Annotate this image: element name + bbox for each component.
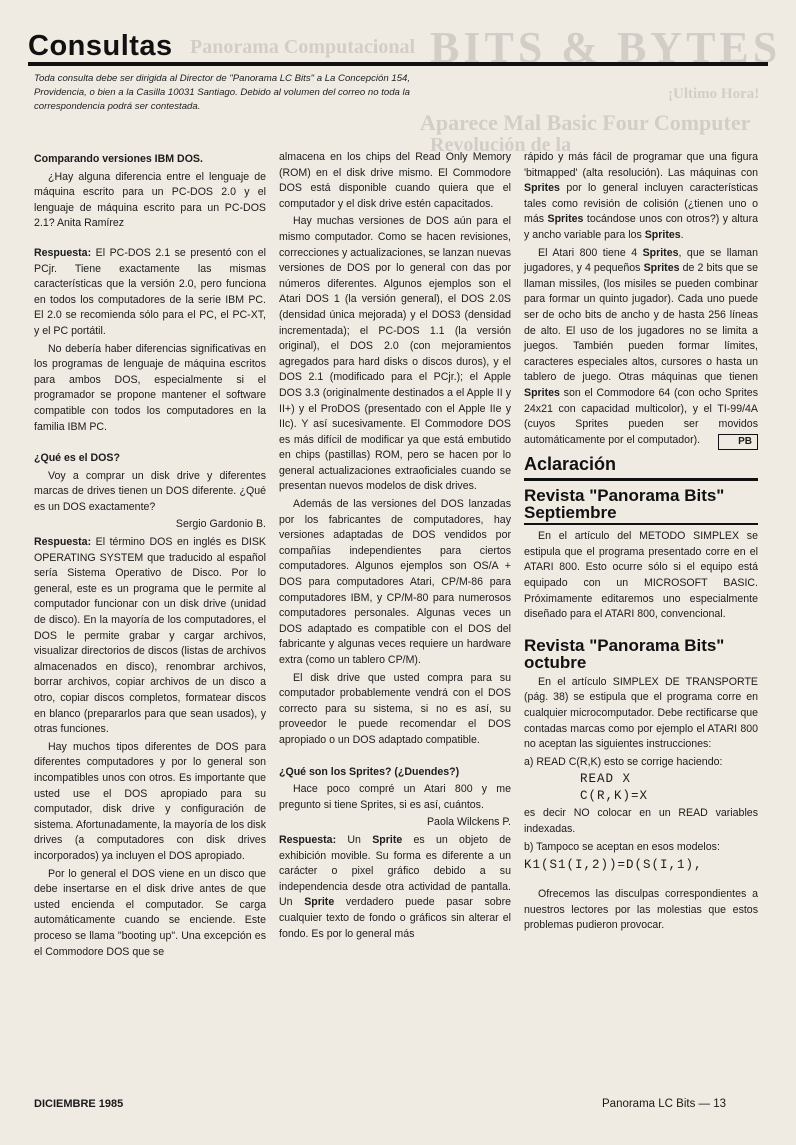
question-text: ¿Hay alguna diferencia entre el lenguaje de máquina escrito para un PC-DOS 2.0 y el lenguaje de máquina escrito para un PC-DOS 2.1? Anita Ramírez bbox=[34, 170, 266, 230]
intro-note: Toda consulta debe ser dirigida al Director de "Panorama LC Bits" a La Concepción 154, Providencia, o bien a la Casilla 10031 Santiago. Debido al volumen del correo no toda la correspondencia podrá ser contestada. bbox=[34, 73, 411, 112]
answer-text: por lo general incluyen características tales como revisión de colisión (¿tienen uno o más bbox=[524, 182, 758, 226]
closing-paragraph: Ofrecemos las disculpas correspondientes a nuestros lectores por las molestias que estos problemas pudieron provocar. bbox=[524, 888, 758, 932]
footer-date: DICIEMBRE 1985 bbox=[34, 1098, 124, 1110]
answer-paragraph: El disk drive que usted compra para su computador probablemente vendrá con el DOS correcto para su sistema, si no es así, su proveedor le puede recomendar el DOS apropiado o un DOS adaptado compatible. bbox=[279, 671, 511, 746]
ghost-text: Revolución de la bbox=[430, 134, 572, 156]
answer-text: son el Commodore 64 (con ocho Sprites 24x21 con capacidad multicolor), y el TI-99/4A (cuyos Sprites pueden ser movidos automáticamente por el computador). bbox=[524, 386, 758, 446]
correction-paragraph: En el artículo del METODO SIMPLEX se estipula que el programa presentado corre en el ATARI 800. Esto ocurre sólo si el equipo está equipado con un MICROSOFT BASIC. Próximamente editaremos uno especialmente diseñado para el ATARI 800, convencional. bbox=[524, 530, 758, 621]
answer-paragraph bbox=[524, 246, 758, 449]
answer-text: El término DOS en inglés es DISK OPERATING SYSTEM que traducido al español sería Sistema Operativo de Disco. Por lo general, este es un programa que le permite al computador funcionar con un disk drive (unidad de disco). En la mayoría de los computadores, el DOS le permite grabar y cargar archivos, visualizar directorios de discos (listas de archivos almacenados en disco), renombrar archivos, borrar archivos, copiar archivos de un disco a otro, copiar discos completos, formatear discos en blanco (prepararlos para que sean usados), y otras funciones. bbox=[34, 536, 266, 736]
answer-text: verdadero puede pasar sobre cualquier texto de fondo o gráficos sin alterar el fondo. Es por lo general más bbox=[279, 896, 511, 940]
term-sprites: Sprites bbox=[524, 182, 560, 195]
answer-text: es un objeto de exhibición movible. Su forma es diferente a un carácter o pixel gráfico debido a su independencia desde otra actividad de pantalla. Un bbox=[279, 833, 511, 909]
term-sprite: Sprite bbox=[304, 896, 335, 909]
answer-paragraph bbox=[34, 535, 266, 738]
answer-text: tocándose unos con otros?) y altura y ancho variable para los bbox=[524, 213, 758, 241]
term-sprites: Sprites bbox=[524, 386, 560, 399]
answer-lead: Respuesta: bbox=[34, 536, 92, 549]
code-line: READ X bbox=[580, 772, 632, 787]
column-1 bbox=[34, 150, 266, 962]
question-signature: Paola Wilckens P. bbox=[426, 816, 511, 829]
term-sprites: Sprites bbox=[547, 213, 584, 226]
question-heading: ¿Qué son los Sprites? (¿Duendes?) bbox=[279, 765, 460, 778]
answer-paragraph: Por lo general el DOS viene en un disco que debe insertarse en el disk drive antes de que usted encienda el computador. Se carga automáticamente cuando se enciende. Este proceso se llama "booting up". Una excepción es el Commodore DOS que se bbox=[34, 867, 266, 958]
code-line: K1(S1(I,2))=D(S(I,1), bbox=[524, 858, 703, 873]
answer-text: Un bbox=[347, 833, 361, 846]
answer-paragraph: Hay muchas versiones de DOS aún para el mismo computador. Como se hacen revisiones, correcciones y actualizaciones, se lanzan nuevas versiones de DOS por lo general con das por números diferentes. Algunos ejemplos son el Atari DOS 1 (la versión general), el DOS 2.0S (densidad única mejorada) y el DOS3 (densidad incrementada); el PC-DOS 1.1 (la versión original), el DOS 2.0 (con mejoramientos agregados para hard disks o discos duros), y el DOS 2.1 (modificado para el PCjr.); el Apple DOS 3.3 (originalmente destinados a el Apple II y II+) y el ProDOS (presentado con el Apple IIe y IIc). Y así sucesivamente. El Commodore DOS es más difícil de modificar ya que está embutido en chips (pastillas) ROM, pero se hacen por lo general actualizaciones extraoficiales cuando se presentan nuevos modelos de disk drives. bbox=[279, 215, 512, 493]
page-title: Consultas bbox=[28, 30, 173, 62]
answer-paragraph: rápido y más fácil de programar que una figura 'bitmapped' (alta resolución). Las máquinas con Sprites por lo general incluyen características tales como revisión de colisión (¿tienen uno o más Sprites tocándose unos con otros?) y altura y ancho variable para los Sprites. bbox=[524, 151, 758, 241]
answer-text: El Atari 800 tiene 4 bbox=[538, 246, 638, 259]
question-text: Hace poco compré un Atari 800 y me pregunto si tiene Sprites, si es así, cuántos. bbox=[279, 783, 511, 811]
term-sprites: Sprites bbox=[644, 228, 681, 241]
author-initials-box: PB bbox=[718, 434, 758, 450]
answer-text: , que se llaman jugadores, y 4 pequeños bbox=[524, 246, 758, 275]
correction-item: a) READ C(R,K) esto se corrige haciendo: bbox=[524, 755, 723, 768]
section-heading-aclaracion: Aclaración bbox=[524, 454, 617, 475]
section-rule bbox=[524, 478, 758, 481]
question-heading: Comparando versiones IBM DOS. bbox=[34, 153, 203, 165]
ghost-text: Aparece Mal Basic Four Computer bbox=[420, 110, 751, 135]
ghost-text: Panorama Computacional bbox=[190, 36, 415, 58]
answer-paragraph: Hay muchos tipos diferentes de DOS para diferentes computadores y por lo general son incompatibles unos con otros. Es importante que usted use el DOS apropiado para su computador, disk drive y configuración de sistema. Afortunadamente, la mayoría de los disk drives (a computadores con disk drives incorporados) ya incluyen el DOS apropiado. bbox=[34, 740, 266, 862]
term-sprites: Sprites bbox=[643, 262, 680, 275]
answer-paragraph: No debería haber diferencias significativas en los programas de lenguaje de máquina escritos para ambos DOS, especialmente si el programador se propone mantener el software compatible con todos los computadores en la familia IBM PC. bbox=[34, 342, 266, 433]
answer-paragraph bbox=[279, 833, 511, 942]
answer-text: de 2 bits que se llaman missiles, (los misiles se pueden combinar para formar un quinto jugador). Cada uno puede ser de ocho bits de ancho y de hasta 256 líneas de alto. El uso de los jugadores no se limita a juegos. También pueden formar límites, caracteres especiales altos, cursores o hasta un tablero de juego. Otras máquinas que tienen bbox=[524, 262, 758, 384]
answer-paragraph: Además de las versiones del DOS lanzadas por los fabricantes de computadores, hay versiones adaptadas de DOS vendidos por compañías independientes para ciertos computadores. Algunos ejemplos son OS/A + DOS para computadores Atari, CP/M-86 para computadores IBM, y CP/M-80 para numerosos computadores personales. Algunas veces un DOS adaptado es compatible con el DOS del fabricante y algunas veces requiere un hardware extra (como un tablero CP/M). bbox=[279, 498, 511, 666]
footer-page-number: Panorama LC Bits — 13 bbox=[602, 1098, 727, 1110]
page-header bbox=[28, 28, 768, 64]
answer-text: El PC-DOS 2.1 se presentó con el PCjr. Tiene exactamente las mismas características que la versión 2.0, pero funciona en todos los computadores de la serie IBM PC. El 2.0 se recomienda sólo para el PC, el PC-XT, y el PC portátil. bbox=[34, 246, 266, 337]
header-rule bbox=[28, 62, 768, 66]
subsection-heading: Revista "Panorama Bits" octubre bbox=[524, 635, 725, 672]
answer-lead: Respuesta: bbox=[279, 833, 337, 846]
answer-paragraph bbox=[34, 246, 266, 340]
term-sprites: Sprites bbox=[642, 246, 679, 259]
correction-item: es decir NO colocar en un READ variables indexadas. bbox=[524, 807, 758, 835]
answer-text: rápido y más fácil de programar que una figura 'bitmapped' (alta resolución). Las máquinas con bbox=[524, 151, 758, 179]
column-3 bbox=[524, 150, 758, 936]
question-signature: Sergio Gardonio B. bbox=[175, 518, 266, 531]
section-rule bbox=[524, 523, 758, 525]
question-text: Voy a comprar un disk drive y diferentes marcas de drives tienen un DOS diferente. ¿Qué es un DOS exactamente? bbox=[34, 469, 266, 513]
correction-item: b) Tampoco se aceptan en esos modelos: bbox=[524, 840, 720, 853]
term-sprite: Sprite bbox=[372, 833, 403, 846]
answer-paragraph: almacena en los chips del Read Only Memory (ROM) en el disk drive mismo. El Commodore DOS está disponible cuando quiera que el computador y el disk drive estén capacitados. bbox=[279, 151, 511, 210]
code-line: C(R,K)=X bbox=[580, 789, 649, 804]
question-heading: ¿Qué es el DOS? bbox=[34, 452, 120, 465]
column-2 bbox=[279, 150, 511, 944]
ghost-text: BITS & BYTES bbox=[430, 23, 782, 72]
ghost-text: ¡Ultimo Hora! bbox=[668, 86, 760, 102]
answer-lead: Respuesta: bbox=[34, 246, 92, 259]
correction-paragraph: En el artículo SIMPLEX DE TRANSPORTE (pág. 38) se estipula que el programa corre en cualquier microcomputador. Debe rectificarse que contadas marcas como por ejemplo el ATARI 800 no aceptan las siguientes instrucciones: bbox=[524, 675, 758, 751]
subsection-heading: Revista "Panorama Bits" Septiembre bbox=[524, 486, 725, 523]
